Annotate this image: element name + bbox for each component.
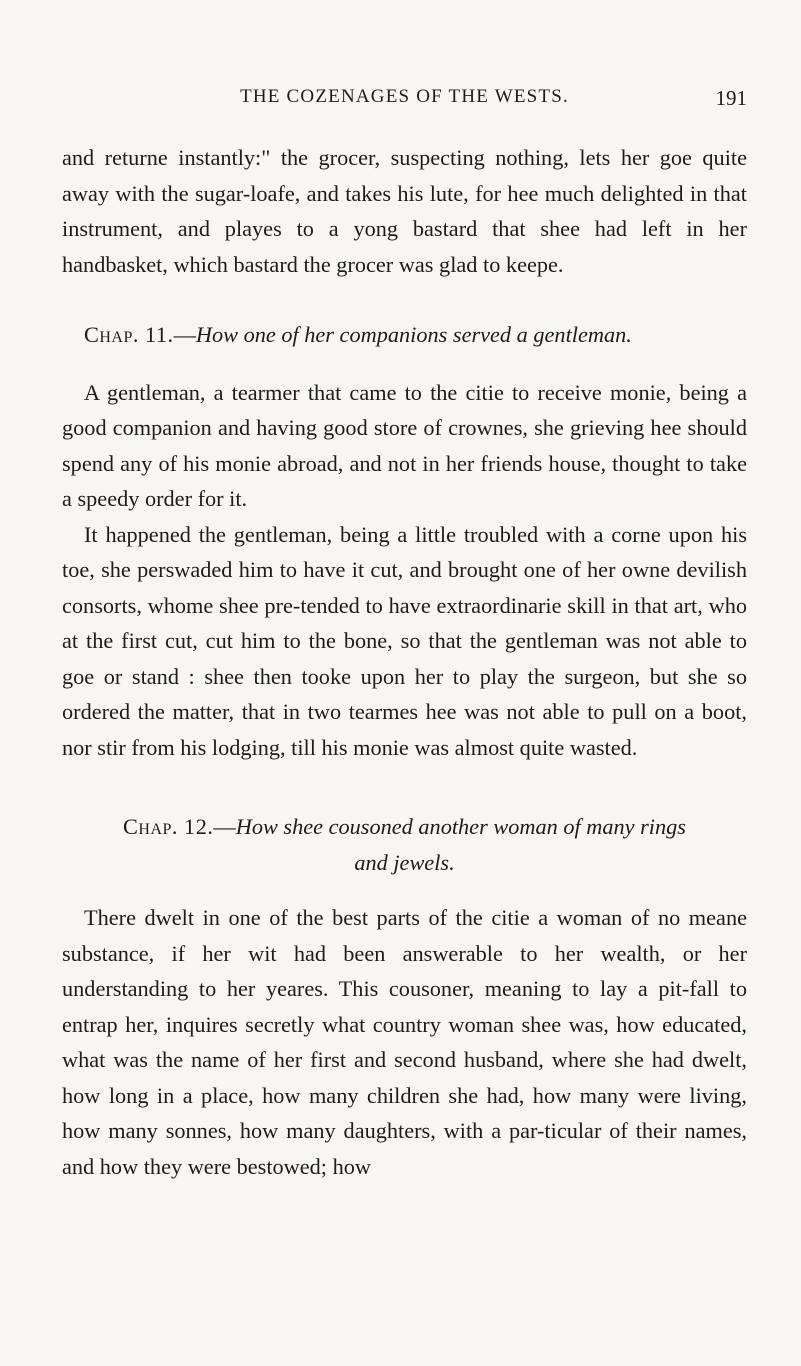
paragraph: It happened the gentleman, being a little troubled with a corne upon his toe, she perswaded him to have it cut, and brought one of her owne devilish consorts, whome shee pre-tended to have extraordinarie skill in that art, who at the first cut, cut him to the bone, so that the gentleman was not able to goe or stand : shee then tooke upon her to play the surgeon, but she so ordered the matter, that in two tearmes hee was not able to pull on a boot, nor stir from his lodging, till his monie was almost quite wasted. xyxy=(62,521,747,760)
chapter-label: Chap. 12. xyxy=(123,814,214,839)
paragraph: A gentleman, a tearmer that came to the citie to receive monie, being a good companion and having good store of crownes, she grieving hee should spend any of his monie abroad, and not in her friends house, thought to take a speedy order for it. xyxy=(62,379,747,511)
chapter-title: How shee cousoned another woman of many rings and jewels. xyxy=(235,814,686,875)
running-title: THE COZENAGES OF THE WESTS. xyxy=(240,86,569,107)
page-number: 191 xyxy=(715,86,747,110)
paragraph: There dwelt in one of the best parts of the citie a woman of no meane substance, if her wit had been answerable to her wealth, or her understanding to her yeares. This cousoner, meaning to lay a pit-fall to entrap her, inquires secretly what country woman shee was, how educated, what was the name of her first and second husband, where she had dwelt, how long in a place, how many children she had, how many were living, how many sonnes, how many daughters, with a par-ticular of their names, and how they were bestowed; how xyxy=(62,905,747,1179)
chapter-label: Chap. 11. xyxy=(84,322,174,347)
page-body xyxy=(62,140,747,1184)
chapter-title: How one of her companions served a gentleman. xyxy=(195,322,632,347)
chapter-dash: — xyxy=(173,322,196,347)
chapter-heading-11 xyxy=(62,317,747,353)
chapter-heading-12 xyxy=(62,809,747,880)
page-header xyxy=(62,86,747,116)
chapter-dash: — xyxy=(213,814,236,839)
paragraph-continuation: and returne instantly:" the grocer, suspecting nothing, lets her goe quite away with the sugar-loafe, and takes his lute, for hee much delighted in that instrument, and playes to a yong bastard that shee had left in her handbasket, which bastard the grocer was glad to keepe. xyxy=(62,145,747,277)
